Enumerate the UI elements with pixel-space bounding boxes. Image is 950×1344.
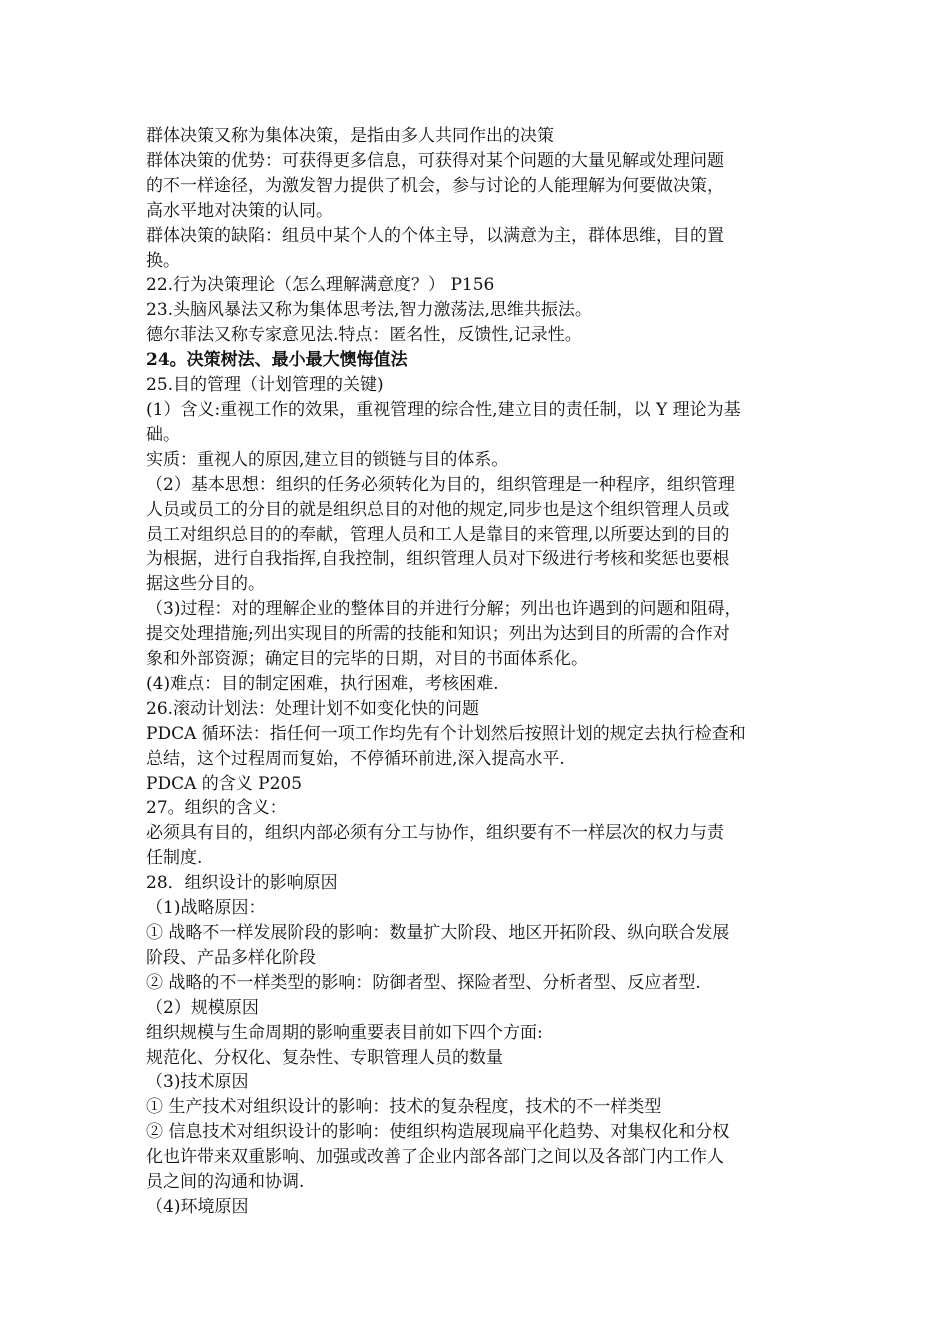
text-line: ① 生产技术对组织设计的影响：技术的复杂程度，技术的不一样类型: [146, 1097, 662, 1118]
section-heading: 23.头脑风暴法又称为集体思考法,智力激荡法,思维共振法。: [146, 300, 592, 321]
text-line: 规范化、分权化、复杂性、专职管理人员的数量: [146, 1047, 503, 1068]
text-line: 群体决策的优势：可获得更多信息，可获得对某个问题的大量见解或处理问题: [146, 150, 724, 171]
text-line: 员之间的沟通和协调.: [146, 1172, 305, 1193]
text-line: （3)技术原因: [146, 1072, 249, 1093]
text-line: (4)难点：目的制定困难，执行困难，考核困难.: [146, 673, 499, 694]
section-heading: 26.滚动计划法：处理计划不如变化快的问题: [146, 698, 480, 719]
text-line: 化也许带来双重影响、加强或改善了企业内部各部门之间以及各部门内工作人: [146, 1147, 724, 1168]
text-line: 提交处理措施;列出实现目的所需的技能和知识；列出为达到目的所需的合作对: [146, 624, 730, 645]
text-line: （2）基本思想：组织的任务必须转化为目的，组织管理是一种程序，组织管理: [146, 474, 735, 495]
text-line: 的不一样途径，为激发智力提供了机会，参与讨论的人能理解为何要做决策，: [146, 175, 724, 196]
section-heading: 27。组织的含义：: [146, 798, 287, 819]
text-line: （4)环境原因: [146, 1196, 249, 1217]
section-heading: 25.目的管理（计划管理的关键): [146, 375, 384, 396]
text-line: 据这些分目的。: [146, 574, 265, 595]
bold-section-heading: 24。决策树法、最小最大懊悔值法: [146, 350, 408, 371]
text-line: 任制度.: [146, 848, 203, 869]
text-line: （2）规模原因: [146, 997, 259, 1018]
text-line: 高水平地对决策的认同。: [146, 200, 333, 221]
text-line: （1)战略原因：: [146, 898, 266, 919]
text-line: 础。: [146, 424, 180, 445]
text-line: 员工对组织总目的的奉献，管理人员和工人是靠目的来管理,以所要达到的目的: [146, 524, 730, 545]
text-line: 象和外部资源；确定目的完毕的日期，对目的书面体系化。: [146, 649, 588, 670]
text-line: 群体决策又称为集体决策，是指由多人共同作出的决策: [146, 126, 554, 146]
text-line: （3)过程：对的理解企业的整体目的并进行分解；列出也许遇到的问题和阻碍，: [146, 599, 742, 620]
text-line: 必须具有目的，组织内部必须有分工与协作，组织要有不一样层次的权力与责: [146, 823, 724, 844]
section-heading: 22.行为决策理论（怎么理解满意度？） P156: [146, 275, 495, 296]
text-line: ① 战略不一样发展阶段的影响：数量扩大阶段、地区开拓阶段、纵向联合发展: [146, 923, 730, 943]
text-line: PDCA 的含义 P205: [146, 773, 303, 794]
text-line: 换。: [146, 250, 180, 271]
section-heading: 28．组织设计的影响原因: [146, 873, 338, 894]
text-line: 德尔菲法又称专家意见法.特点：匿名性，反馈性,记录性。: [146, 325, 582, 346]
text-line: 实质：重视人的原因,建立目的锁链与目的体系。: [146, 449, 509, 470]
text-line: PDCA 循环法：指任何一项工作均先有个计划然后按照计划的规定去执行检查和: [146, 723, 746, 744]
text-line: 组织规模与生命周期的影响重要表目前如下四个方面:: [146, 1022, 543, 1043]
text-line: ② 信息技术对组织设计的影响：使组织构造展现扁平化趋势、对集权化和分权: [146, 1122, 730, 1143]
text-line: 阶段、产品多样化阶段: [146, 947, 316, 968]
text-line: 人员或员工的分目的就是组织总目的对他的规定,同步也是这个组织管理人员或: [146, 499, 730, 520]
document-body: [146, 124, 814, 1220]
text-line: 总结，这个过程周而复始，不停循环前进,深入提高水平.: [146, 748, 565, 769]
text-line: (1）含义:重视工作的效果，重视管理的综合性,建立目的责任制，以 Y 理论为基: [146, 399, 741, 420]
text-line: 为根据，进行自我指挥,自我控制，组织管理人员对下级进行考核和奖惩也要根: [146, 549, 730, 570]
text-line: 群体决策的缺陷：组员中某个人的个体主导，以满意为主，群体思维，目的置: [146, 225, 724, 246]
text-line: ② 战略的不一样类型的影响：防御者型、探险者型、分析者型、反应者型.: [146, 972, 701, 993]
